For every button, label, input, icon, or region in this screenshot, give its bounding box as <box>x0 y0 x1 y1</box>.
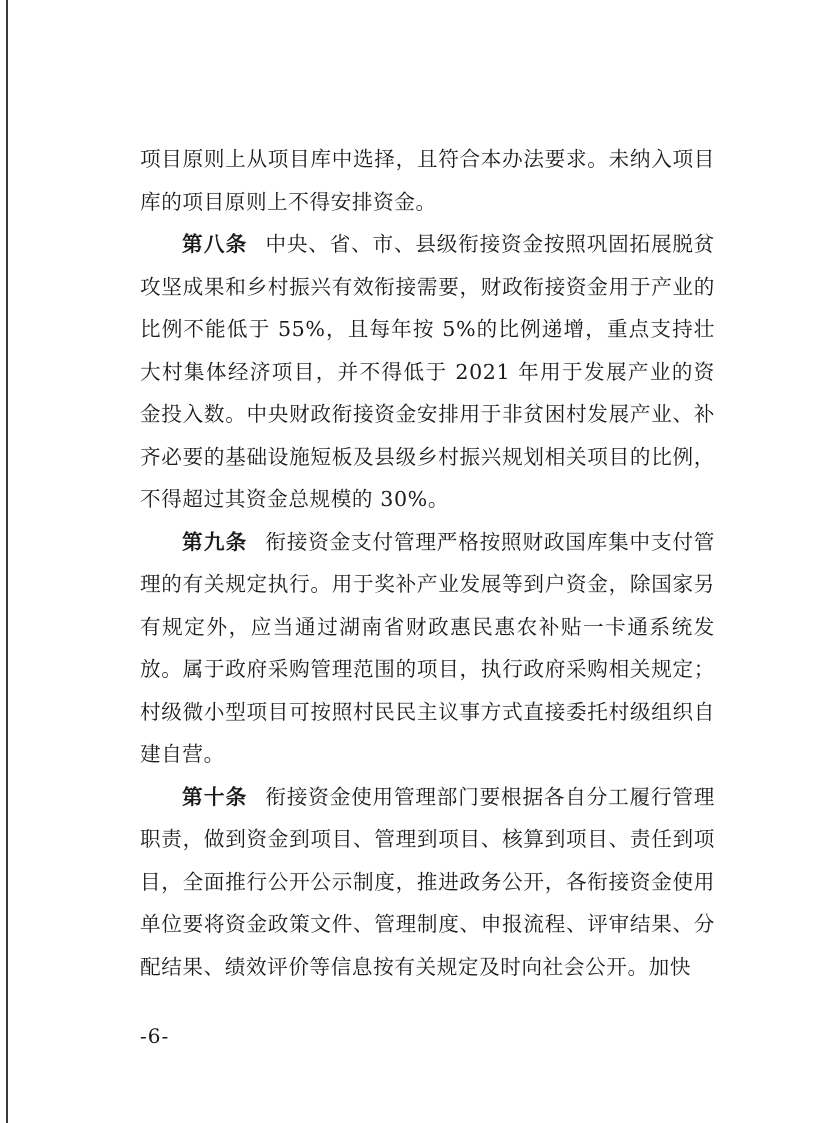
document-body <box>140 138 715 988</box>
paragraph-article-9 <box>140 521 715 776</box>
paragraph-text: 项目原则上从项目库中选择，且符合本办法要求。未纳入项目库的项目原则上不得安排资金。 <box>140 147 715 214</box>
article-number: 第九条 <box>182 529 248 554</box>
page-number: -6- <box>140 1024 170 1048</box>
paragraph-continuation <box>140 138 715 223</box>
paragraph-text: 衔接资金支付管理严格按照财政国库集中支付管理的有关规定执行。用于奖补产业发展等到户资金，除国家另有规定外，应当通过湖南省财政惠民惠农补贴一卡通系统发放。属于政府采购管理范围的项目，执行政府采购相关规定；村级微小型项目可按照村民民主议事方式直接委托村级组织自建自营。 <box>140 529 715 766</box>
article-number: 第八条 <box>182 232 248 256</box>
article-number: 第十条 <box>182 784 248 809</box>
paragraph-text: 衔接资金使用管理部门要根据各自分工履行管理职责，做到资金到项目、管理到项目、核算到项目、责任到项目，全面推行公开公示制度，推进政务公开，各衔接资金使用单位要将资金政策文件、管理制度、申报流程、评审结果、分配结果、绩效评价等信息按有关规定及时向社会公开。加快 <box>140 784 715 979</box>
paragraph-article-10 <box>140 776 715 989</box>
paragraph-text: 中央、省、市、县级衔接资金按照巩固拓展脱贫攻坚成果和乡村振兴有效衔接需要，财政衔接资金用于产业的比例不能低于 55%，且每年按 5%的比例递增，重点支持壮大村集体经济项目，并不得低于 2021 年用于发展产业的资金投入数。中央财政衔接资金安排用于非贫困村发展产业、补齐必要的基础设施短板及县级乡村振兴规划相关项目的比例，不得超过其资金总规模的 30%。 <box>140 232 715 511</box>
paragraph-article-8 <box>140 223 715 521</box>
scan-edge-line <box>6 0 8 1123</box>
